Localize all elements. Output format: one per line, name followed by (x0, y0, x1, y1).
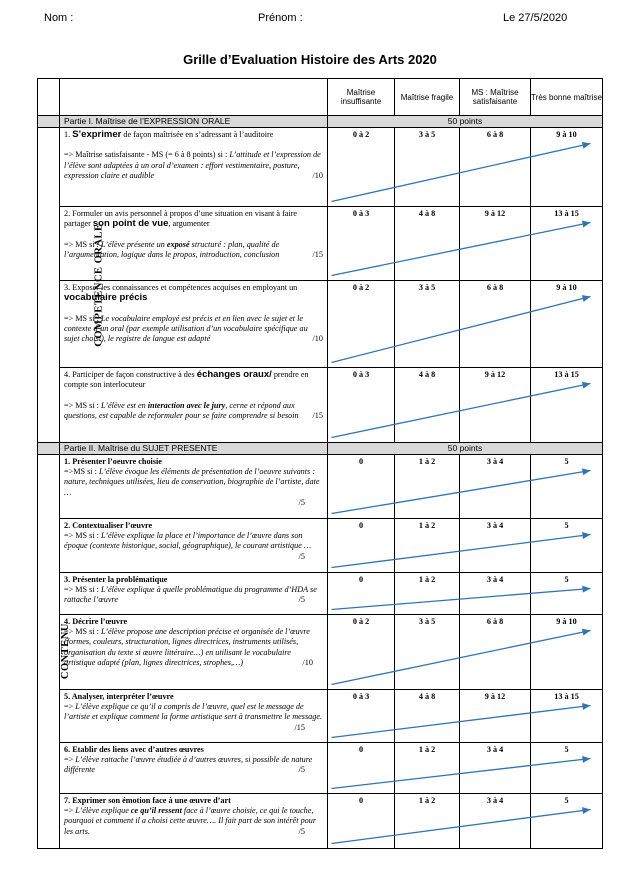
score: 9 à 12 (460, 207, 531, 281)
points-max: /15 (294, 722, 305, 732)
points-max: /5 (298, 595, 305, 605)
score: 9 à 10 (531, 615, 603, 690)
score: 9 à 12 (460, 690, 531, 743)
criterion-cell: 1. Présenter l’oeuvre choisie =>MS si : L’élève évoque les éléments de présentation de l’oeuvre suivants : nature, techniques utilisées, lieu de conservation, biographie de l’artiste, date … /5 (60, 455, 328, 519)
part2-header (38, 443, 603, 455)
criterion-row (38, 455, 603, 519)
score: 0 (328, 794, 395, 849)
score: 0 à 2 (328, 615, 395, 690)
score: 0 à 2 (328, 281, 395, 368)
date-label: Le 27/5/2020 (503, 12, 568, 24)
points-max: /15 (312, 410, 323, 420)
criterion-row (38, 615, 603, 690)
criterion-row (38, 573, 603, 615)
score: 13 à 15 (531, 207, 603, 281)
criterion-cell: 2. Formuler un avis personnel à propos d’une situation en visant à faire partager son point de vue, argumenter => MS si : L’élève présente un exposé structuré : plan, qualité de l’argumentation, logique dans le propos, introduction, conclusion /15 (60, 207, 328, 281)
score: 3 à 4 (460, 743, 531, 794)
part2-points: 50 points (328, 443, 603, 455)
score: 3 à 4 (460, 519, 531, 573)
criterion-cell: 1. S’exprimer de façon maîtrisée en s’adressant à l’auditoire => Maîtrise satisfaisante - MS (= 6 à 8 points) si : L’attitude et l’expression de l’élève sont adaptées à un oral d’examen : effort vestimentaire, posture, expression claire et audible /10 (60, 128, 328, 207)
criterion-cell: 5. Analyser, interpréter l’œuvre => L’élève explique ce qu’il a compris de l’œuvre, quel est le message de l’artiste et explique comment la forme artistique sert à transmettre le message. /15 (60, 690, 328, 743)
score: 0 (328, 743, 395, 794)
score: 9 à 12 (460, 368, 531, 443)
score: 1 à 2 (395, 455, 460, 519)
page-title: Grille d’Evaluation Histoire des Arts 2020 (183, 52, 437, 67)
points-max: /5 (298, 497, 305, 507)
points-max: /5 (298, 765, 305, 775)
score: 0 à 3 (328, 690, 395, 743)
part1-header (38, 116, 603, 128)
criterion-cell: 4. Décrire l’œuvre => MS si : L’élève propose une description précise et organisée de l’œuvre (formes, couleurs, structuration, lignes directrices, instruments utilisés, organisation du texte si œuvre littéraire…) en utilisant le vocabulaire artistique adapté (plan, lignes directrices, strophes,…) /10 (60, 615, 328, 690)
score: 5 (531, 455, 603, 519)
criterion-cell: 7. Exprimer son émotion face à une œuvre d’art => L’élève explique ce qu’il ressent face à l’œuvre choisie, ce qui le touche, pourquoi et comment il a choisi cette œuvre…. Il fait part de son intérêt pour les arts. /5 (60, 794, 328, 849)
score: 3 à 5 (395, 281, 460, 368)
side-label-competence-orale: COMPETENCE ORALE (38, 128, 60, 443)
criterion-row (38, 743, 603, 794)
score: 1 à 2 (395, 519, 460, 573)
col-maitrise-satisfaisante: MS : Maîtrise satisfaisante (460, 79, 531, 116)
score: 3 à 5 (395, 615, 460, 690)
col-maitrise-fragile: Maîtrise fragile (395, 79, 460, 116)
score: 3 à 5 (395, 128, 460, 207)
criterion-cell: 3. Présenter la problématique => MS si : L’élève explique à quelle problématique du programme d’HDA se rattache l’œuvre /5 (60, 573, 328, 615)
score: 4 à 8 (395, 368, 460, 443)
criterion-cell: 3. Exposer les connaissances et compétences acquises en employant un vocabulaire précis => MS si : Le vocabulaire employé est précis et en lien avec le sujet et le contexte d’un oral (par exemple utilisation d’un vocabulaire spécifique au sujet choisi), le registre de langue est adapté /10 (60, 281, 328, 368)
score: 9 à 10 (531, 128, 603, 207)
criterion-row (38, 690, 603, 743)
criterion-cell: 2. Contextualiser l’œuvre => MS si : L’élève explique la place et l’importance de l’œuvre dans son époque (contexte historique, social, géographique), le courant artistique … /5 (60, 519, 328, 573)
score: 5 (531, 519, 603, 573)
points-max: /5 (298, 551, 305, 561)
score: 5 (531, 573, 603, 615)
col-tres-bonne-maitrise: Très bonne maîtrise (531, 79, 603, 116)
score: 9 à 10 (531, 281, 603, 368)
points-max: /5 (298, 826, 305, 836)
part1-label: Partie I. Maîtrise de l’EXPRESSION ORALE (60, 116, 328, 128)
col-maitrise-insuffisante: Maîtrise insuffisante (328, 79, 395, 116)
part2-label: Partie II. Maîtrise du SUJET PRESENTE (60, 443, 328, 455)
score: 0 (328, 519, 395, 573)
criterion-row (38, 794, 603, 849)
criterion-cell: 6. Etablir des liens avec d’autres œuvres => L’élève rattache l’œuvre étudiée à d’autres œuvres, si possible de nature différente /5 (60, 743, 328, 794)
points-max: /10 (312, 334, 323, 344)
score: 4 à 8 (395, 690, 460, 743)
criterion-row (38, 368, 603, 443)
score: 3 à 4 (460, 455, 531, 519)
score: 0 à 3 (328, 207, 395, 281)
score: 0 à 3 (328, 368, 395, 443)
criterion-row (38, 281, 603, 368)
criterion-row (38, 128, 603, 207)
score: 3 à 4 (460, 573, 531, 615)
score: 4 à 8 (395, 207, 460, 281)
nom-label: Nom : (44, 12, 74, 24)
criterion-cell: 4. Participer de façon constructive à des échanges oraux/ prendre en compte son interlocuteur => MS si : L’élève est en interaction avec le jury, cerne et répond aux questions, est capable de reformuler pour se faire comprendre si besoin /15 (60, 368, 328, 443)
score: 13 à 15 (531, 368, 603, 443)
score: 0 à 2 (328, 128, 395, 207)
criterion-row (38, 519, 603, 573)
column-header-row (38, 79, 603, 116)
score: 0 (328, 573, 395, 615)
part1-points: 50 points (328, 116, 603, 128)
criterion-row (38, 207, 603, 281)
score: 6 à 8 (460, 281, 531, 368)
side-label-contenu: CONTENU (38, 455, 60, 849)
points-max: /10 (312, 170, 323, 180)
score: 1 à 2 (395, 794, 460, 849)
points-max: /15 (312, 249, 323, 259)
score: 6 à 8 (460, 615, 531, 690)
score: 1 à 2 (395, 573, 460, 615)
score: 1 à 2 (395, 743, 460, 794)
score: 6 à 8 (460, 128, 531, 207)
evaluation-grid (37, 78, 603, 849)
points-max: /10 (302, 657, 313, 667)
score: 5 (531, 794, 603, 849)
score: 0 (328, 455, 395, 519)
prenom-label: Prénom : (258, 12, 303, 24)
score: 13 à 15 (531, 690, 603, 743)
score: 5 (531, 743, 603, 794)
score: 3 à 4 (460, 794, 531, 849)
